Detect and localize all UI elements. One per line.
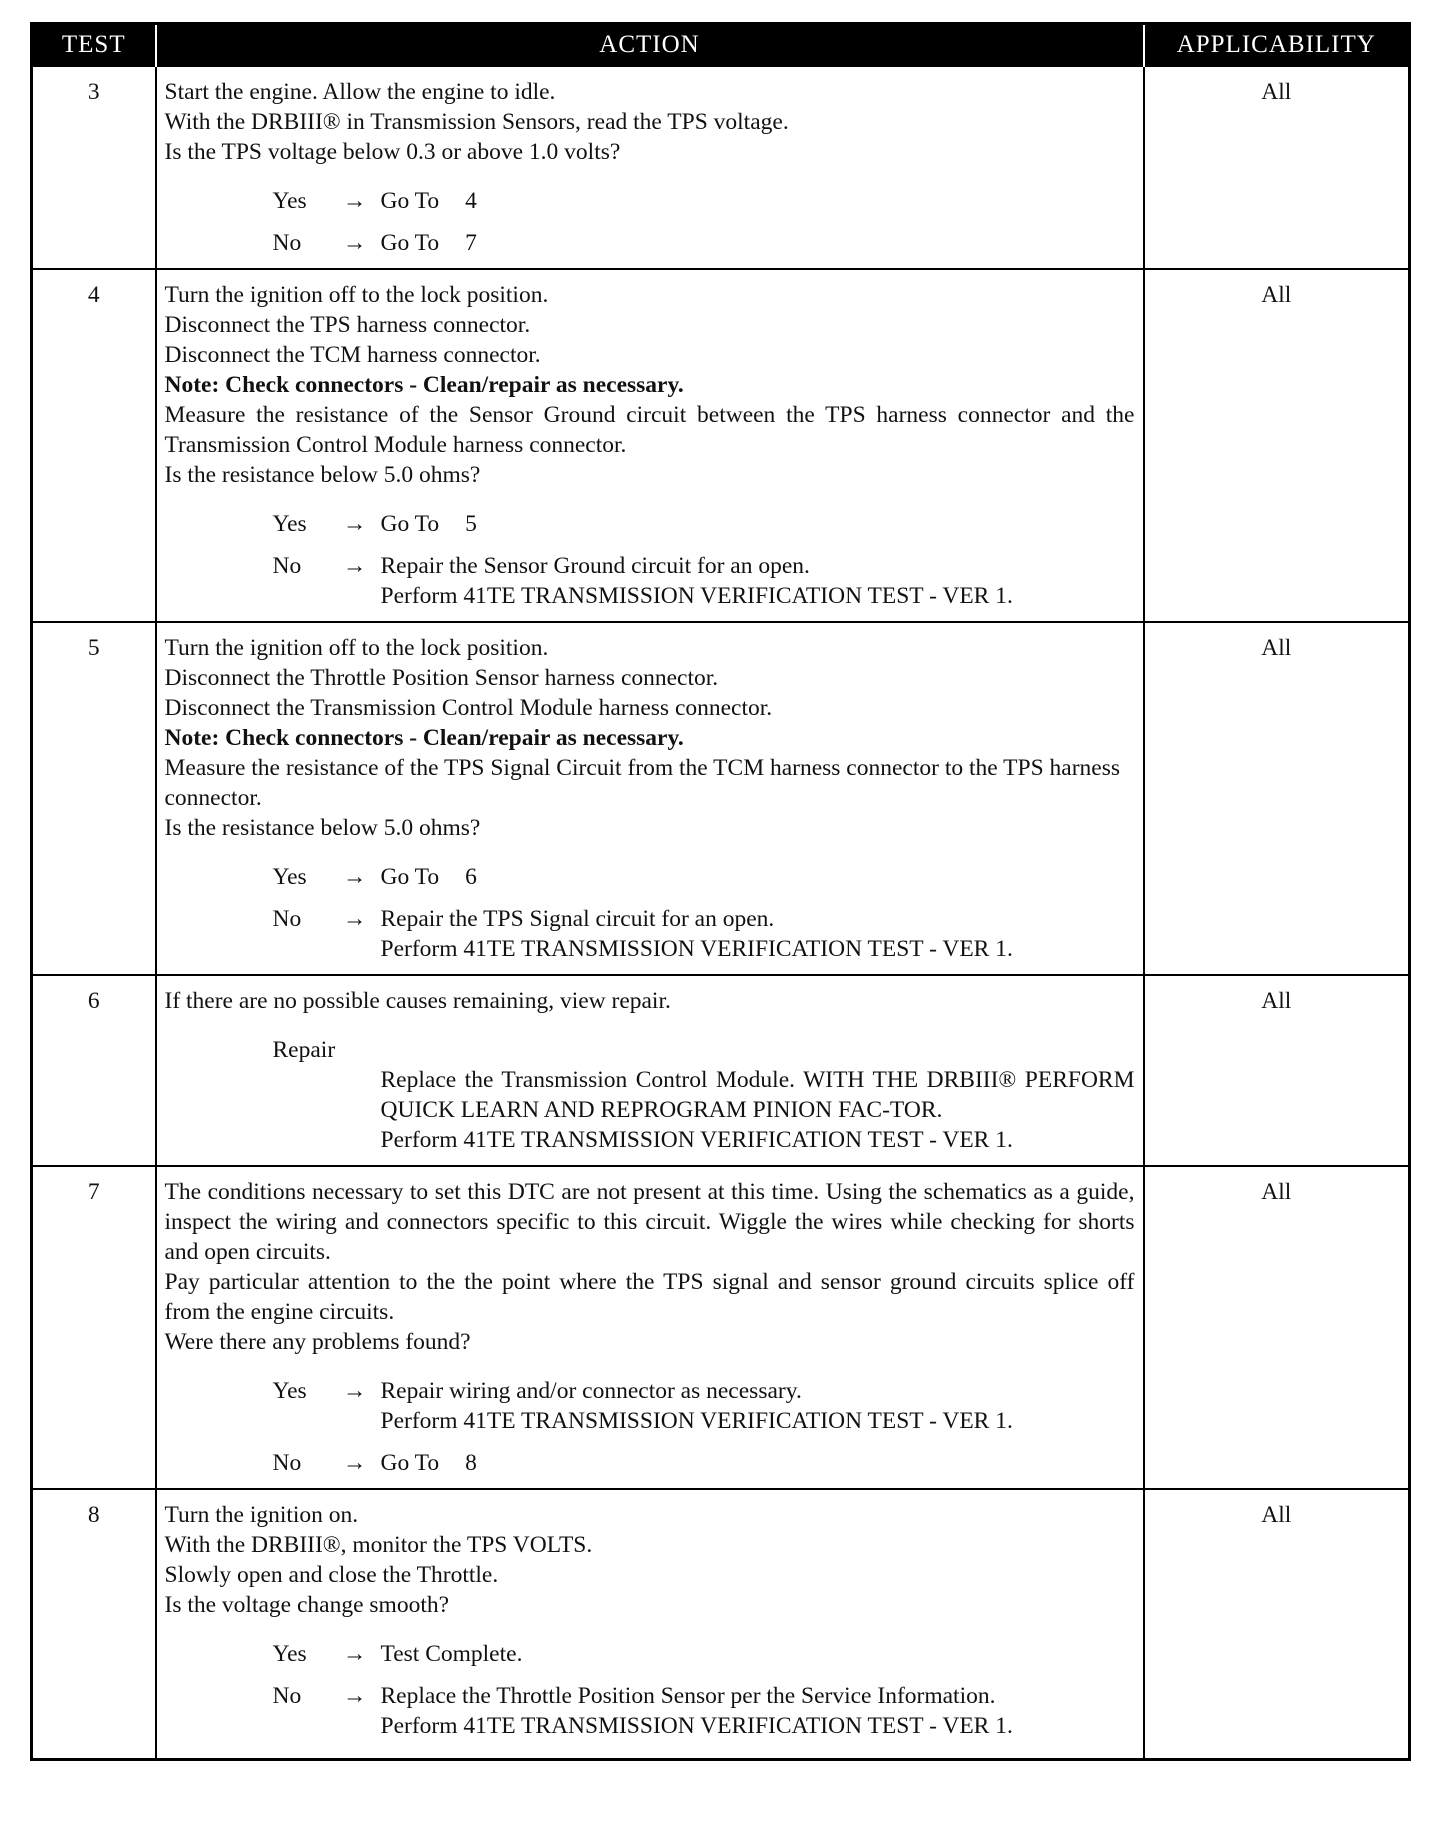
goto-number: 8 (465, 1450, 477, 1476)
no-result (381, 904, 1135, 964)
action-line: Disconnect the TPS harness connector. (164, 312, 531, 338)
action-line: With the DRBIII® in Transmission Sensors, read the TPS voltage. (164, 109, 789, 135)
no-label: No (272, 553, 302, 579)
note-text: Note: Check connectors - Clean/repair as necessary. (164, 372, 684, 398)
no-label: No (272, 1683, 302, 1709)
action-line: Turn the ignition off to the lock position. (164, 282, 549, 308)
action-cell (156, 1489, 1144, 1759)
no-outcome (273, 551, 1135, 611)
action-line: Slowly open and close the Throttle. (164, 1562, 499, 1588)
arrow-icon: → (342, 1450, 367, 1476)
yes-result: Test Complete. (380, 1641, 523, 1667)
yes-outcome (273, 1376, 1135, 1436)
verification-text: Perform 41TE TRANSMISSION VERIFICATION TEST - VER 1. (380, 1713, 1013, 1739)
applicability-cell: All (1144, 1489, 1410, 1759)
test-number: 7 (32, 1166, 156, 1489)
verification-text: Perform 41TE TRANSMISSION VERIFICATION TEST - VER 1. (380, 936, 1013, 962)
action-line: Turn the ignition on. (164, 1502, 359, 1528)
goto-text: Go To 5 (380, 511, 477, 537)
action-question: Is the TPS voltage below 0.3 or above 1.0 volts? (164, 139, 621, 165)
action-line: Disconnect the TCM harness connector. (164, 342, 541, 368)
diagnostic-test-table (30, 22, 1411, 1761)
action-cell (156, 622, 1144, 975)
no-label: No (272, 1450, 302, 1476)
action-cell (156, 1166, 1144, 1489)
yes-outcome (273, 862, 1135, 892)
header-action: ACTION (156, 24, 1144, 67)
goto-number: 4 (465, 188, 477, 214)
header-test: TEST (32, 24, 156, 67)
arrow-icon: → (342, 906, 367, 932)
table-row (32, 975, 1410, 1166)
yes-label: Yes (272, 511, 307, 537)
test-number: 4 (32, 269, 156, 622)
arrow-icon: → (342, 1683, 367, 1709)
yes-label: Yes (272, 1378, 307, 1404)
action-line: With the DRBIII®, monitor the TPS VOLTS. (164, 1532, 593, 1558)
goto-text: Go To 4 (380, 188, 477, 214)
goto-number: 5 (465, 511, 477, 537)
action-cell (156, 269, 1144, 622)
table-header-row (32, 24, 1410, 67)
repair-text: Repair wiring and/or connector as necessary. (380, 1378, 802, 1404)
arrow-icon: → (342, 188, 367, 214)
test-number: 6 (32, 975, 156, 1166)
applicability-cell: All (1144, 1166, 1410, 1489)
table-row (32, 269, 1410, 622)
yes-label: Yes (272, 864, 307, 890)
no-result (381, 1681, 1135, 1741)
arrow-icon: → (342, 553, 367, 579)
repair-text: Repair the TPS Signal circuit for an open. (380, 906, 775, 932)
yes-outcome (273, 186, 1135, 216)
repair-body (381, 1065, 1135, 1155)
note-text: Note: Check connectors - Clean/repair as necessary. (164, 725, 684, 751)
table-row (32, 1489, 1410, 1759)
no-outcome (273, 1681, 1135, 1741)
test-number: 3 (32, 66, 156, 269)
action-question: Is the resistance below 5.0 ohms? (164, 462, 481, 488)
test-number: 8 (32, 1489, 156, 1759)
action-question: Is the resistance below 5.0 ohms? (164, 815, 481, 841)
arrow-icon: → (342, 1378, 367, 1404)
repair-label: Repair (272, 1037, 336, 1063)
no-label: No (272, 230, 302, 256)
action-line: Disconnect the Throttle Position Sensor harness connector. (164, 665, 719, 691)
repair-text: Repair the Sensor Ground circuit for an open. (380, 553, 810, 579)
table-row (32, 1166, 1410, 1489)
no-result (381, 551, 1135, 611)
yes-result (381, 1376, 1135, 1436)
applicability-cell: All (1144, 622, 1410, 975)
measure-text: Measure the resistance of the Sensor Ground circuit between the TPS harness connector and the Transmission Control Module harness connector. (164, 402, 1135, 458)
verification-text: Perform 41TE TRANSMISSION VERIFICATION TEST - VER 1. (380, 1408, 1013, 1434)
table-row (32, 622, 1410, 975)
action-paragraph: The conditions necessary to set this DTC are not present at this time. Using the schematics as a guide, inspect the wiring and connectors specific to this circuit. Wiggle the wires while checking for shorts and open circuits. (164, 1179, 1135, 1265)
action-line: Disconnect the Transmission Control Module harness connector. (164, 695, 773, 721)
yes-label: Yes (272, 188, 307, 214)
goto-number: 6 (465, 864, 477, 890)
applicability-cell: All (1144, 66, 1410, 269)
repair-text: Replace the Transmission Control Module. WITH THE DRBIII® PERFORM QUICK LEARN AND REPROGRAM PINION FAC-TOR. (380, 1067, 1135, 1123)
repair-text: Replace the Throttle Position Sensor per the Service Information. (380, 1683, 996, 1709)
yes-outcome (273, 509, 1135, 539)
action-cell (156, 66, 1144, 269)
action-question: Were there any problems found? (164, 1329, 471, 1355)
action-paragraph: Pay particular attention to the the point where the TPS signal and sensor ground circuits splice off from the engine circuits. (164, 1269, 1135, 1325)
action-line: Turn the ignition off to the lock position. (164, 635, 549, 661)
action-cell (156, 975, 1144, 1166)
action-question: Is the voltage change smooth? (164, 1592, 450, 1618)
yes-outcome (273, 1639, 1135, 1669)
action-line: Start the engine. Allow the engine to idle. (164, 79, 556, 105)
goto-text: Go To 8 (380, 1450, 477, 1476)
header-applicability: APPLICABILITY (1144, 24, 1410, 67)
test-number: 5 (32, 622, 156, 975)
goto-number: 7 (465, 230, 477, 256)
arrow-icon: → (342, 864, 367, 890)
applicability-cell: All (1144, 975, 1410, 1166)
applicability-cell: All (1144, 269, 1410, 622)
no-outcome (273, 1448, 1135, 1478)
yes-label: Yes (272, 1641, 307, 1667)
verification-text: Perform 41TE TRANSMISSION VERIFICATION TEST - VER 1. (380, 1127, 1013, 1153)
arrow-icon: → (342, 230, 367, 256)
goto-text: Go To 6 (380, 864, 477, 890)
table-row (32, 66, 1410, 269)
no-outcome (273, 904, 1135, 964)
no-outcome (273, 228, 1135, 258)
arrow-icon: → (342, 511, 367, 537)
measure-text: Measure the resistance of the TPS Signal Circuit from the TCM harness connector to the TPS harness connector. (164, 755, 1120, 811)
goto-text: Go To 7 (380, 230, 477, 256)
action-line: If there are no possible causes remaining, view repair. (164, 988, 671, 1014)
arrow-icon: → (342, 1641, 367, 1667)
verification-text: Perform 41TE TRANSMISSION VERIFICATION TEST - VER 1. (380, 583, 1013, 609)
no-label: No (272, 906, 302, 932)
